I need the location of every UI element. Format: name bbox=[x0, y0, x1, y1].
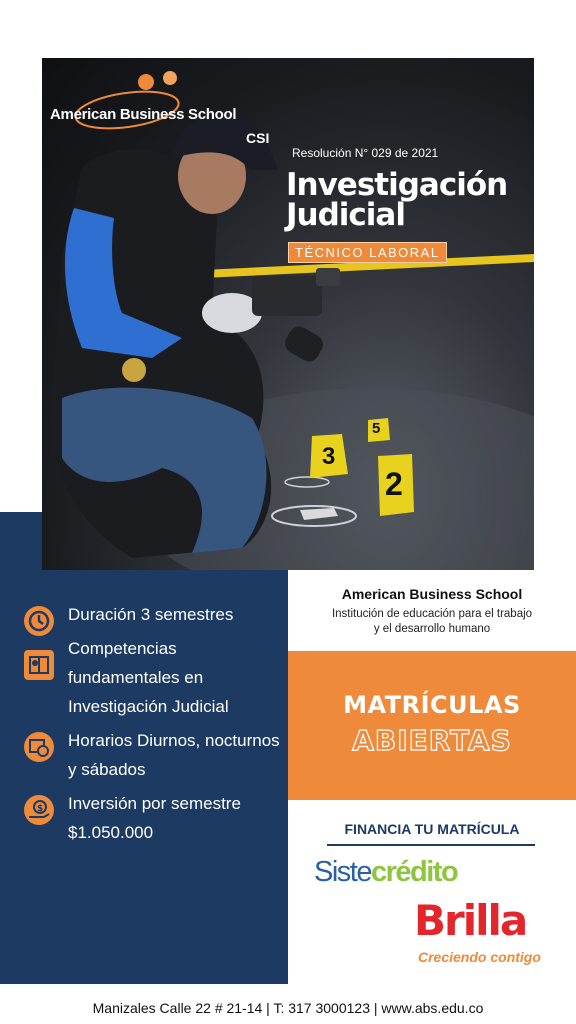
tecnico-laboral-badge: TÉCNICO LABORAL bbox=[288, 242, 447, 263]
feature-competencias-line-3: Investigación Judicial bbox=[68, 697, 229, 716]
feature-competencias-line-2: fundamentales en bbox=[68, 668, 204, 687]
evidence-marker-2: 2 bbox=[385, 466, 403, 502]
feature-duration bbox=[20, 600, 282, 629]
brilla-tagline: Creciendo contigo bbox=[418, 949, 541, 965]
logo-text: American Business School bbox=[50, 106, 237, 123]
enrollment-line-1: MATRÍCULAS bbox=[343, 691, 521, 719]
evidence-marker-3: 3 bbox=[322, 443, 336, 470]
footer-contact: Manizales Calle 22 # 21-14 | T: 317 3000123 | www.abs.edu.co bbox=[92, 1000, 484, 1016]
crime-scene-illustration bbox=[42, 58, 534, 570]
features-list bbox=[20, 600, 282, 852]
schedule-icon bbox=[24, 732, 54, 762]
feature-inversion-line-2: $1.050.000 bbox=[68, 823, 154, 842]
evidence-marker-5: 5 bbox=[372, 420, 381, 437]
clock-icon bbox=[24, 606, 54, 636]
feature-inversion bbox=[20, 789, 282, 847]
feature-duration-text: Duración 3 semestres bbox=[68, 605, 234, 624]
program-title bbox=[286, 167, 508, 233]
enrollment-line-2: ABIERTAS bbox=[352, 724, 512, 757]
institution-name: American Business School bbox=[341, 586, 523, 602]
title-line-1: Investigación bbox=[286, 167, 508, 203]
feature-horarios bbox=[20, 726, 282, 784]
feature-competencias-line-1: Competencias bbox=[68, 639, 177, 658]
sistecredito-part-1: Siste bbox=[314, 856, 371, 888]
feature-horarios-line-1: Horarios Diurnos, nocturnos bbox=[68, 731, 280, 750]
enrollment-banner bbox=[288, 651, 576, 800]
institution-subtitle-line-1: Institución de educación para el trabajo bbox=[331, 608, 533, 620]
svg-text:$: $ bbox=[37, 804, 44, 814]
book-icon bbox=[24, 650, 54, 680]
title-line-2: Judicial bbox=[286, 197, 405, 233]
money-hand-icon bbox=[24, 795, 54, 825]
cap-text: CSI bbox=[246, 130, 270, 146]
feature-competencias bbox=[20, 634, 282, 721]
financing-heading: FINANCIA TU MATRÍCULA bbox=[344, 821, 520, 837]
sistecredito-part-2: crédito bbox=[370, 856, 458, 888]
feature-inversion-line-1: Inversión por semestre bbox=[68, 794, 241, 813]
brilla-logo: Brilla bbox=[414, 896, 527, 945]
hero-photo bbox=[42, 58, 534, 570]
feature-horarios-line-2: y sábados bbox=[68, 760, 146, 779]
resolution-text: Resolución N° 029 de 2021 bbox=[292, 146, 439, 160]
institution-subtitle bbox=[300, 607, 564, 637]
institution-subtitle-line-2: y el desarrollo humano bbox=[373, 623, 491, 635]
sistecredito-logo bbox=[314, 856, 457, 889]
financing-divider bbox=[327, 844, 535, 846]
